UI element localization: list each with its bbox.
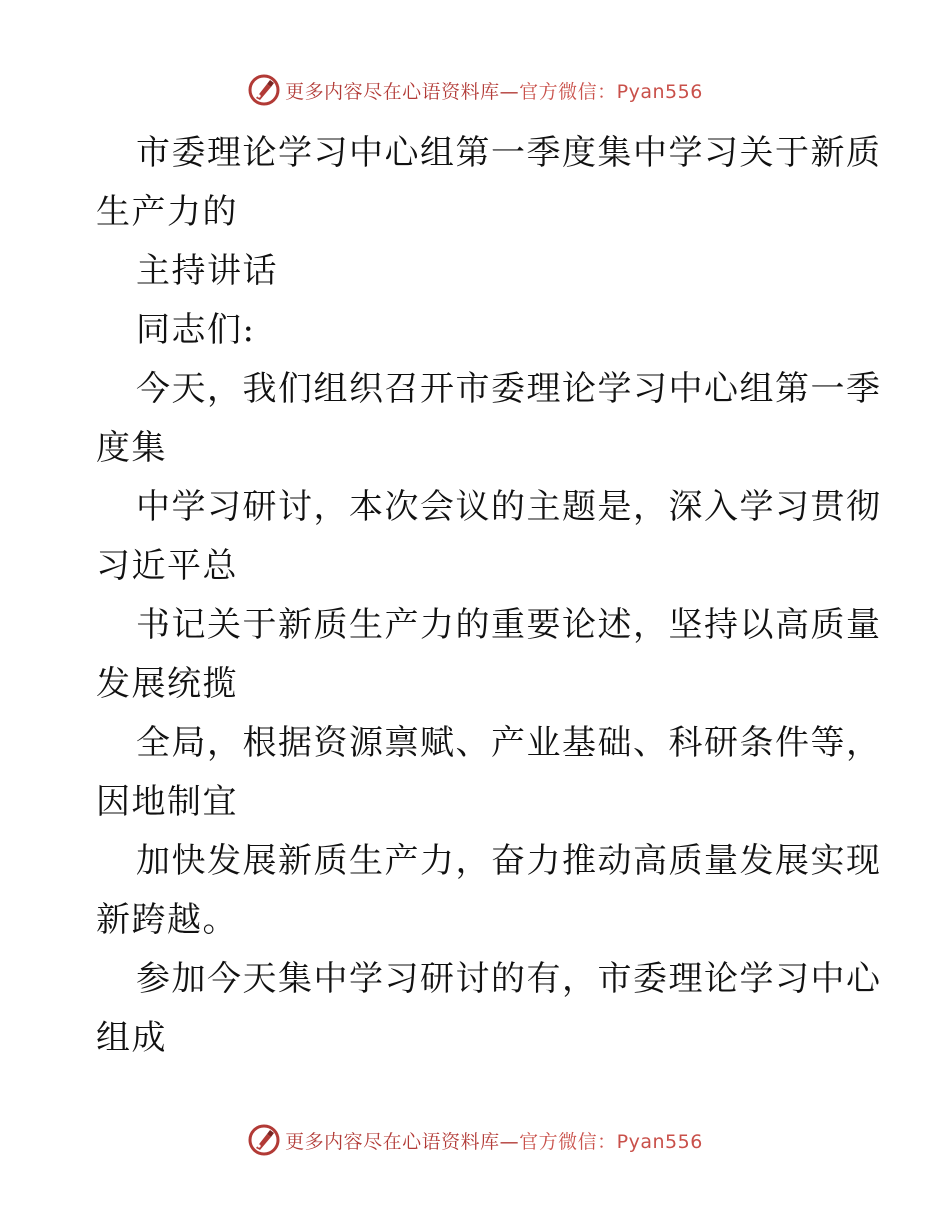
header-banner (0, 70, 950, 110)
text-line: 书记关于新质生产力的重要论述，坚持以高质量 (136, 605, 882, 645)
text-line: 主持讲话 (136, 251, 278, 291)
document-body (96, 124, 882, 1068)
text-line: 因地制宜 (96, 782, 238, 822)
pen-logo-icon (247, 1123, 281, 1157)
text-line: 市委理论学习中心组第一季度集中学习关于新质 (136, 133, 882, 173)
text-line: 生产力的 (96, 192, 238, 232)
text-line: 发展统揽 (96, 664, 238, 704)
pen-logo-icon (247, 73, 281, 107)
text-line: 全局，根据资源禀赋、产业基础、科研条件等， (136, 723, 882, 763)
text-line: 参加今天集中学习研讨的有，市委理论学习中心 (136, 959, 882, 999)
text-line: 新跨越。 (96, 900, 238, 940)
text-line: 习近平总 (96, 546, 238, 586)
text-line: 度集 (96, 428, 167, 468)
text-line: 加快发展新质生产力，奋力推动高质量发展实现 (136, 841, 882, 881)
banner-text: 更多内容尽在心语资料库—官方微信：Pyan556 (285, 1130, 703, 1153)
banner-text: 更多内容尽在心语资料库—官方微信：Pyan556 (285, 80, 703, 103)
text-line: 中学习研讨，本次会议的主题是，深入学习贯彻 (136, 487, 882, 527)
text-line: 今天，我们组织召开市委理论学习中心组第一季 (136, 369, 882, 409)
text-line: 组成 (96, 1018, 167, 1058)
footer-banner (0, 1120, 950, 1160)
text-line: 同志们: (136, 310, 256, 350)
